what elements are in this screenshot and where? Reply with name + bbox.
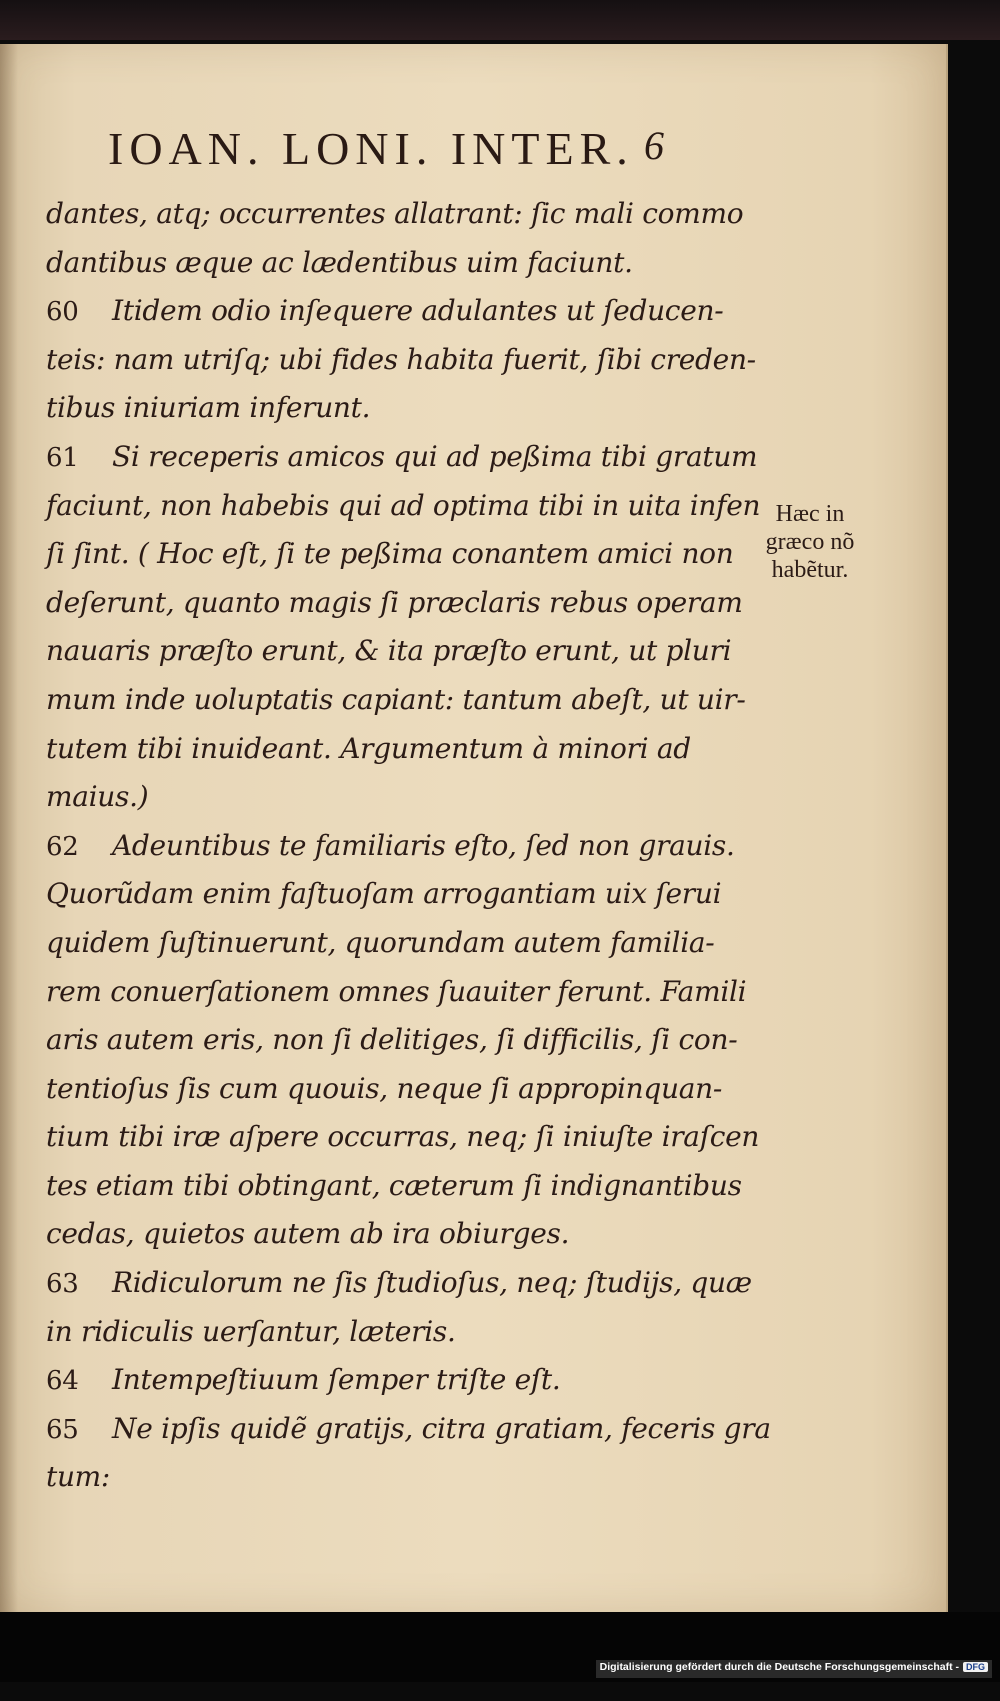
line-text: tes etiam tibi obtingant, cæterum ſi indignantibus (46, 1168, 742, 1202)
section-number: 61 (46, 442, 79, 473)
line-text: in ridiculis uerſantur, læteris. (46, 1314, 456, 1348)
line-text: mum inde uoluptatis capiant: tantum abeſt, ut uir- (46, 682, 746, 716)
text-line (46, 1113, 760, 1162)
line-text: Si receperis amicos qui ad peßima tibi gratum (112, 439, 758, 473)
line-text: tutem tibi inuideant. Argumentum à minori ad (46, 731, 691, 765)
running-head (108, 122, 748, 182)
text-line (46, 1162, 742, 1211)
text-line (46, 1065, 736, 1114)
line-text: aris autem eris, non ſi delitiges, ſi difficilis, ſi con- (46, 1023, 738, 1057)
section-number: 65 (46, 1414, 79, 1445)
text-line (46, 433, 758, 482)
line-text: Ne ipſis quidẽ gratijs, citra gratiam, feceris gra (112, 1411, 771, 1445)
line-text: deſerunt, quanto magis ſi præclaris rebus operam (46, 585, 743, 619)
text-line (46, 336, 756, 385)
line-text: nauaris præſto erunt, & ita præſto erunt, ut pluri (46, 634, 732, 668)
text-line (46, 676, 746, 725)
line-text: faciunt, non habebis qui ad optima tibi in uita infen (46, 488, 761, 522)
line-text: cedas, quietos autem ab ira obiurges. (46, 1217, 570, 1251)
line-text: dantes, atq; occurrentes allatrant: ſic mali commo (46, 197, 744, 230)
text-line (46, 1405, 771, 1454)
text-line (46, 1453, 736, 1502)
text-line (46, 822, 736, 871)
line-text: dantibus æque ac lædentibus uim faciunt. (46, 245, 633, 279)
gutter-shadow (0, 44, 18, 1612)
section-number: 60 (46, 297, 79, 328)
line-text: quidem ſuſtinuerunt, quorundam autem familia- (46, 925, 715, 959)
text-line (46, 239, 736, 288)
text-line (46, 482, 761, 531)
text-line (46, 1356, 736, 1405)
credit-text: Digitalisierung gefördert durch die Deutsche Forschungsgemeinschaft - (599, 1661, 959, 1673)
line-text: Ridiculorum ne ſis ſtudioſus, neq; ſtudijs, quæ (112, 1266, 752, 1300)
text-line (46, 1308, 736, 1357)
line-text: tentioſus ſis cum quouis, neque ſi appropinquan- (46, 1071, 723, 1105)
text-line (46, 725, 736, 774)
text-line (46, 190, 744, 239)
running-head-title: IOAN. LONI. INTER. (108, 123, 634, 174)
text-line (46, 1016, 736, 1065)
text-line (46, 773, 736, 822)
dfg-logo: DFG (963, 1662, 988, 1672)
marginal-note-line: habẽtur. (771, 557, 849, 583)
marginal-note-line: græco nõ (765, 529, 855, 555)
marginal-note (740, 500, 880, 584)
text-line (46, 287, 736, 336)
line-text: Adeuntibus te familiaris eſto, ſed non grauis. (112, 828, 735, 862)
bottom-bar (0, 1612, 1000, 1682)
marginal-note-line: Hæc in (775, 501, 845, 527)
book-binding-edge (0, 0, 1000, 40)
text-line (46, 870, 736, 919)
text-line (46, 384, 736, 433)
text-line (46, 627, 736, 676)
line-text: rem conuerſationem omnes ſuauiter ferunt. Famili (46, 974, 747, 1008)
line-text: teis: nam utriſq; ubi fides habita fuerit, ſibi creden- (46, 342, 756, 376)
line-text: Intempeſtiuum ſemper triſte eſt. (112, 1363, 561, 1397)
text-line (46, 968, 747, 1017)
line-text: tum: (46, 1460, 111, 1494)
text-block (46, 190, 771, 1502)
line-text: tibus iniuriam inferunt. (46, 391, 371, 425)
text-line (46, 579, 743, 628)
folio-number: 6 (644, 123, 670, 168)
text-line (46, 919, 736, 968)
line-text: tium tibi iræ aſpere occurras, neq; ſi iniuſte iraſcen (46, 1120, 760, 1154)
line-text: Quorũdam enim faſtuoſam arrogantiam uix ſerui (46, 877, 722, 911)
section-number: 64 (46, 1366, 79, 1397)
line-text: ſi ſint. ( Hoc eſt, ſi te peßima conantem amici non (46, 537, 734, 571)
line-text: Itidem odio inſequere adulantes ut ſeducen- (112, 294, 724, 328)
text-line (46, 530, 736, 579)
text-line (46, 1259, 752, 1308)
section-number: 62 (46, 831, 79, 862)
line-text: maius.) (46, 780, 149, 814)
digitization-credit (596, 1660, 992, 1678)
section-number: 63 (46, 1269, 79, 1300)
text-line (46, 1210, 736, 1259)
